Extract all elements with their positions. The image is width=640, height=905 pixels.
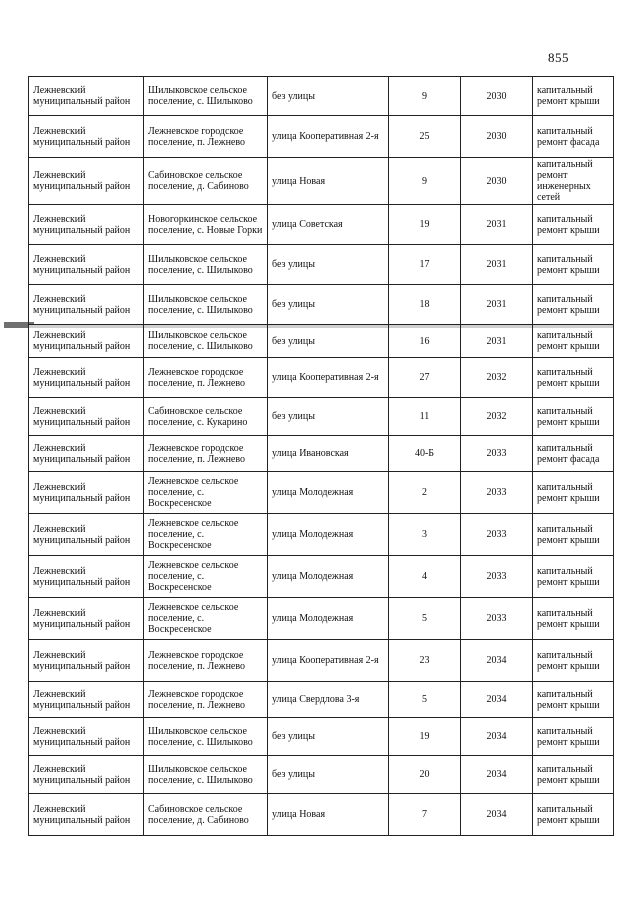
year-cell: 2030 (461, 158, 533, 205)
street-cell: без улицы (268, 325, 389, 358)
settlement-cell: Шилыковское сельское поселение, с. Шилыково (144, 756, 268, 794)
street-cell: без улицы (268, 285, 389, 325)
district-cell: Лежневский муниципальный район (29, 116, 144, 158)
work-cell: капитальный ремонт фасада (533, 436, 614, 472)
settlement-cell: Лежневское городское поселение, п. Лежнево (144, 116, 268, 158)
table-body (29, 77, 614, 836)
year-cell: 2031 (461, 205, 533, 245)
settlement-cell: Шилыковское сельское поселение, с. Шилыково (144, 718, 268, 756)
year-cell: 2034 (461, 640, 533, 682)
table-row (29, 436, 614, 472)
street-cell: улица Советская (268, 205, 389, 245)
table-row (29, 682, 614, 718)
settlement-cell: Шилыковское сельское поселение, с. Шилыково (144, 285, 268, 325)
street-cell: без улицы (268, 77, 389, 116)
house-cell: 20 (389, 756, 461, 794)
district-cell: Лежневский муниципальный район (29, 77, 144, 116)
house-cell: 16 (389, 325, 461, 358)
district-cell: Лежневский муниципальный район (29, 158, 144, 205)
table-row (29, 358, 614, 398)
district-cell: Лежневский муниципальный район (29, 245, 144, 285)
work-cell: капитальный ремонт крыши (533, 77, 614, 116)
table-row (29, 598, 614, 640)
district-cell: Лежневский муниципальный район (29, 472, 144, 514)
street-cell: улица Кооперативная 2-я (268, 640, 389, 682)
work-cell: капитальный ремонт крыши (533, 398, 614, 436)
table-row (29, 398, 614, 436)
house-cell: 5 (389, 598, 461, 640)
house-cell: 23 (389, 640, 461, 682)
work-cell: капитальный ремонт крыши (533, 325, 614, 358)
house-cell: 4 (389, 556, 461, 598)
district-cell: Лежневский муниципальный район (29, 794, 144, 836)
year-cell: 2031 (461, 285, 533, 325)
work-cell: капитальный ремонт крыши (533, 556, 614, 598)
settlement-cell: Лежневское городское поселение, п. Лежнево (144, 640, 268, 682)
settlement-cell: Лежневское сельское поселение, с. Воскресенское (144, 556, 268, 598)
work-cell: капитальный ремонт крыши (533, 285, 614, 325)
street-cell: без улицы (268, 718, 389, 756)
settlement-cell: Шилыковское сельское поселение, с. Шилыково (144, 325, 268, 358)
settlement-cell: Лежневское городское поселение, п. Лежнево (144, 358, 268, 398)
work-cell: капитальный ремонт крыши (533, 794, 614, 836)
district-cell: Лежневский муниципальный район (29, 556, 144, 598)
street-cell: улица Новая (268, 158, 389, 205)
house-cell: 9 (389, 158, 461, 205)
settlement-cell: Сабиновское сельское поселение, д. Сабиново (144, 158, 268, 205)
work-cell: капитальный ремонт крыши (533, 682, 614, 718)
table-row (29, 77, 614, 116)
house-cell: 5 (389, 682, 461, 718)
house-cell: 27 (389, 358, 461, 398)
table-row (29, 794, 614, 836)
house-cell: 11 (389, 398, 461, 436)
table-row (29, 472, 614, 514)
work-cell: капитальный ремонт крыши (533, 205, 614, 245)
repair-schedule-table (28, 76, 614, 836)
work-cell: капитальный ремонт крыши (533, 598, 614, 640)
work-cell: капитальный ремонт крыши (533, 640, 614, 682)
year-cell: 2030 (461, 77, 533, 116)
year-cell: 2031 (461, 245, 533, 285)
house-cell: 40-Б (389, 436, 461, 472)
street-cell: улица Ивановская (268, 436, 389, 472)
street-cell: улица Молодежная (268, 472, 389, 514)
table-row (29, 718, 614, 756)
house-cell: 19 (389, 718, 461, 756)
street-cell: улица Новая (268, 794, 389, 836)
district-cell: Лежневский муниципальный район (29, 598, 144, 640)
table-row (29, 756, 614, 794)
district-cell: Лежневский муниципальный район (29, 640, 144, 682)
house-cell: 2 (389, 472, 461, 514)
settlement-cell: Лежневское городское поселение, п. Лежнево (144, 682, 268, 718)
district-cell: Лежневский муниципальный район (29, 718, 144, 756)
house-cell: 7 (389, 794, 461, 836)
year-cell: 2032 (461, 358, 533, 398)
district-cell: Лежневский муниципальный район (29, 436, 144, 472)
district-cell: Лежневский муниципальный район (29, 756, 144, 794)
page-number: 855 (548, 50, 569, 65)
district-cell: Лежневский муниципальный район (29, 358, 144, 398)
table-row (29, 245, 614, 285)
year-cell: 2033 (461, 598, 533, 640)
work-cell: капитальный ремонт крыши (533, 514, 614, 556)
year-cell: 2033 (461, 472, 533, 514)
district-cell: Лежневский муниципальный район (29, 205, 144, 245)
settlement-cell: Сабиновское сельское поселение, с. Кукарино (144, 398, 268, 436)
street-cell: улица Кооперативная 2-я (268, 116, 389, 158)
street-cell: без улицы (268, 756, 389, 794)
table-row (29, 640, 614, 682)
house-cell: 18 (389, 285, 461, 325)
work-cell: капитальный ремонт крыши (533, 756, 614, 794)
work-cell: капитальный ремонт крыши (533, 358, 614, 398)
street-cell: улица Молодежная (268, 514, 389, 556)
house-cell: 25 (389, 116, 461, 158)
table-row (29, 325, 614, 358)
table-row (29, 158, 614, 205)
street-cell: без улицы (268, 398, 389, 436)
settlement-cell: Лежневское сельское поселение, с. Воскресенское (144, 514, 268, 556)
settlement-cell: Сабиновское сельское поселение, д. Сабиново (144, 794, 268, 836)
table-row (29, 205, 614, 245)
settlement-cell: Новогоркинское сельское поселение, с. Новые Горки (144, 205, 268, 245)
house-cell: 9 (389, 77, 461, 116)
street-cell: улица Молодежная (268, 556, 389, 598)
street-cell: без улицы (268, 245, 389, 285)
street-cell: улица Кооперативная 2-я (268, 358, 389, 398)
table-row (29, 285, 614, 325)
year-cell: 2033 (461, 436, 533, 472)
work-cell: капитальный ремонт крыши (533, 472, 614, 514)
settlement-cell: Лежневское сельское поселение, с. Воскресенское (144, 472, 268, 514)
district-cell: Лежневский муниципальный район (29, 514, 144, 556)
year-cell: 2032 (461, 398, 533, 436)
table-row (29, 514, 614, 556)
settlement-cell: Шилыковское сельское поселение, с. Шилыково (144, 77, 268, 116)
year-cell: 2030 (461, 116, 533, 158)
year-cell: 2033 (461, 556, 533, 598)
year-cell: 2034 (461, 794, 533, 836)
street-cell: улица Молодежная (268, 598, 389, 640)
year-cell: 2034 (461, 682, 533, 718)
table-row (29, 116, 614, 158)
work-cell: капитальный ремонт крыши (533, 245, 614, 285)
settlement-cell: Лежневское городское поселение, п. Лежнево (144, 436, 268, 472)
year-cell: 2031 (461, 325, 533, 358)
settlement-cell: Шилыковское сельское поселение, с. Шилыково (144, 245, 268, 285)
year-cell: 2033 (461, 514, 533, 556)
settlement-cell: Лежневское сельское поселение, с. Воскресенское (144, 598, 268, 640)
house-cell: 17 (389, 245, 461, 285)
house-cell: 19 (389, 205, 461, 245)
work-cell: капитальный ремонт фасада (533, 116, 614, 158)
street-cell: улица Свердлова 3-я (268, 682, 389, 718)
work-cell: капитальный ремонт инженерных сетей (533, 158, 614, 205)
district-cell: Лежневский муниципальный район (29, 285, 144, 325)
year-cell: 2034 (461, 718, 533, 756)
table-row (29, 556, 614, 598)
house-cell: 3 (389, 514, 461, 556)
district-cell: Лежневский муниципальный район (29, 325, 144, 358)
year-cell: 2034 (461, 756, 533, 794)
district-cell: Лежневский муниципальный район (29, 398, 144, 436)
work-cell: капитальный ремонт крыши (533, 718, 614, 756)
district-cell: Лежневский муниципальный район (29, 682, 144, 718)
